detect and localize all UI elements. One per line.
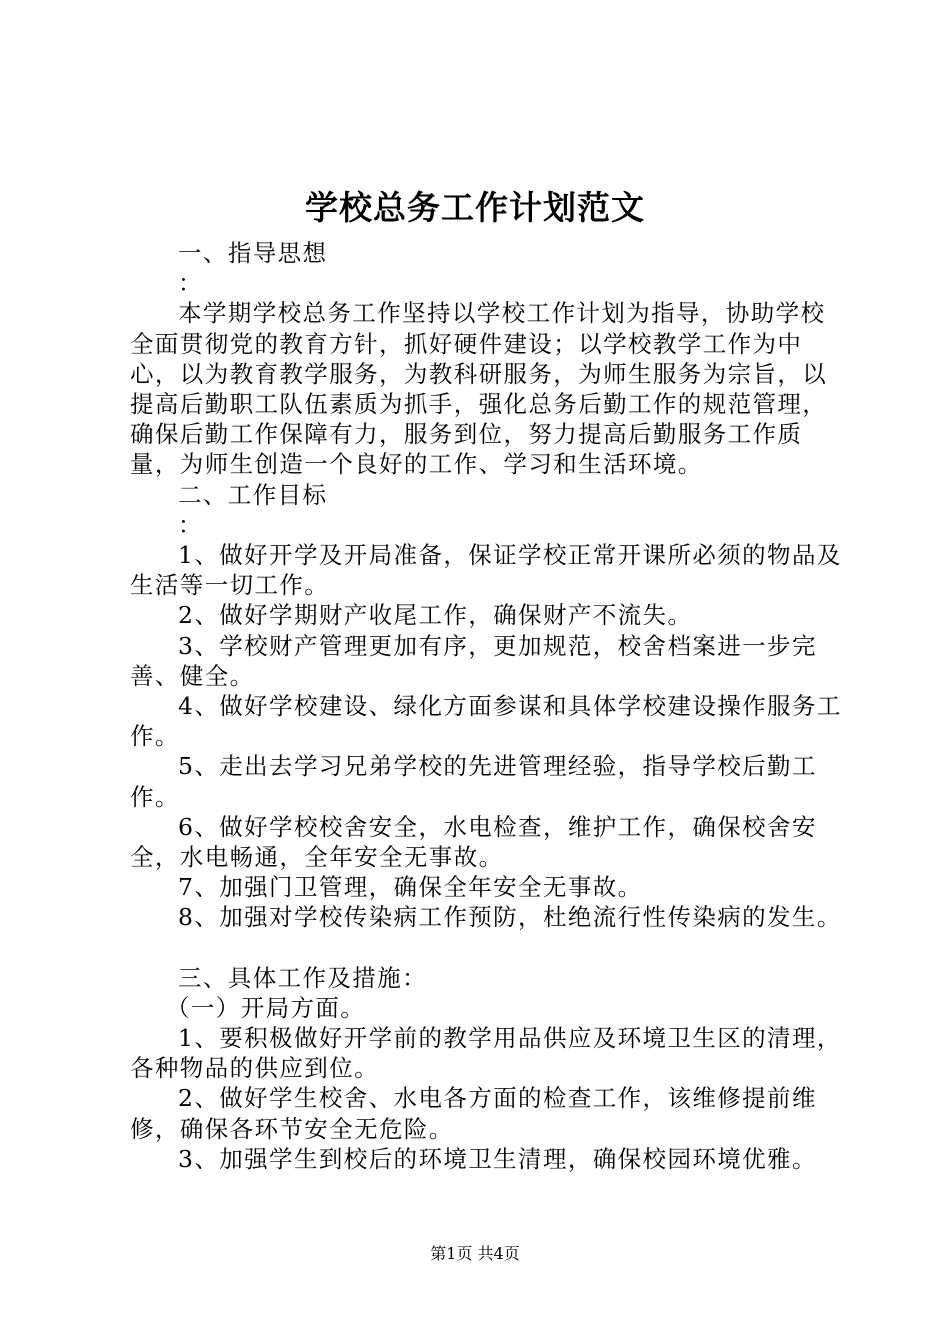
body-paragraph: 3、加强学生到校后的环境卫生清理，确保校园环境优雅。 <box>178 1144 817 1173</box>
body-paragraph: 三、具体工作及措施： <box>178 963 427 992</box>
colon-line: ： <box>178 510 203 539</box>
body-paragraph: 1、要积极做好开学前的教学用品供应及环境卫生区的清理，各种物品的供应到位。 <box>130 1024 842 1083</box>
body-paragraph: 2、做好学生校舍、水电各方面的检查工作，该维修提前维修，确保各环节安全无危险。 <box>130 1084 817 1143</box>
page-footer: 第1页 共4页 <box>430 1244 520 1263</box>
body-paragraph: 本学期学校总务工作坚持以学校工作计划为指导，协助学校全面贯彻党的教育方针，抓好硬件建设；以学校教学工作为中心，以为教育教学服务，为教科研服务，为师生服务为宗旨，以提高后勤职工队伍素质为抓手，强化总务后勤工作的规范管理，确保后勤工作保障有力，服务到位，努力提高后勤服务工作质量，为师生创造一个良好的工作、学习和生活环境。 <box>130 299 828 479</box>
document-title: 学校总务工作计划范文 <box>305 188 645 227</box>
document-body <box>130 238 850 1174</box>
blank-line <box>130 933 850 963</box>
body-paragraph: 6、做好学校校舍安全，水电检查，维护工作，确保校舍安全，水电畅通，全年安全无事故。 <box>130 812 817 872</box>
body-paragraph: 二、工作目标 <box>178 480 328 509</box>
body-paragraph: 一、指导思想 <box>178 239 328 267</box>
body-paragraph: 7、加强门卫管理，确保全年安全无事故。 <box>178 873 643 902</box>
body-paragraph: 5、走出去学习兄弟学校的先进管理经验，指导学校后勤工作。 <box>130 752 817 811</box>
body-paragraph: 3、学校财产管理更加有序，更加规范，校舍档案进一步完善、健全。 <box>130 631 817 690</box>
colon-line: ： <box>178 269 203 298</box>
body-paragraph: 8、加强对学校传染病工作预防，杜绝流行性传染病的发生。 <box>178 903 842 932</box>
body-paragraph: 4、做好学校建设、绿化方面参谋和具体学校建设操作服务工作。 <box>130 692 842 751</box>
body-paragraph: 1、做好开学及开局准备，保证学校正常开课所必须的物品及生活等一切工作。 <box>130 541 842 600</box>
section-subheading: （一）开局方面。 <box>166 993 366 1022</box>
body-paragraph: 2、做好学期财产收尾工作，确保财产不流失。 <box>178 601 693 630</box>
